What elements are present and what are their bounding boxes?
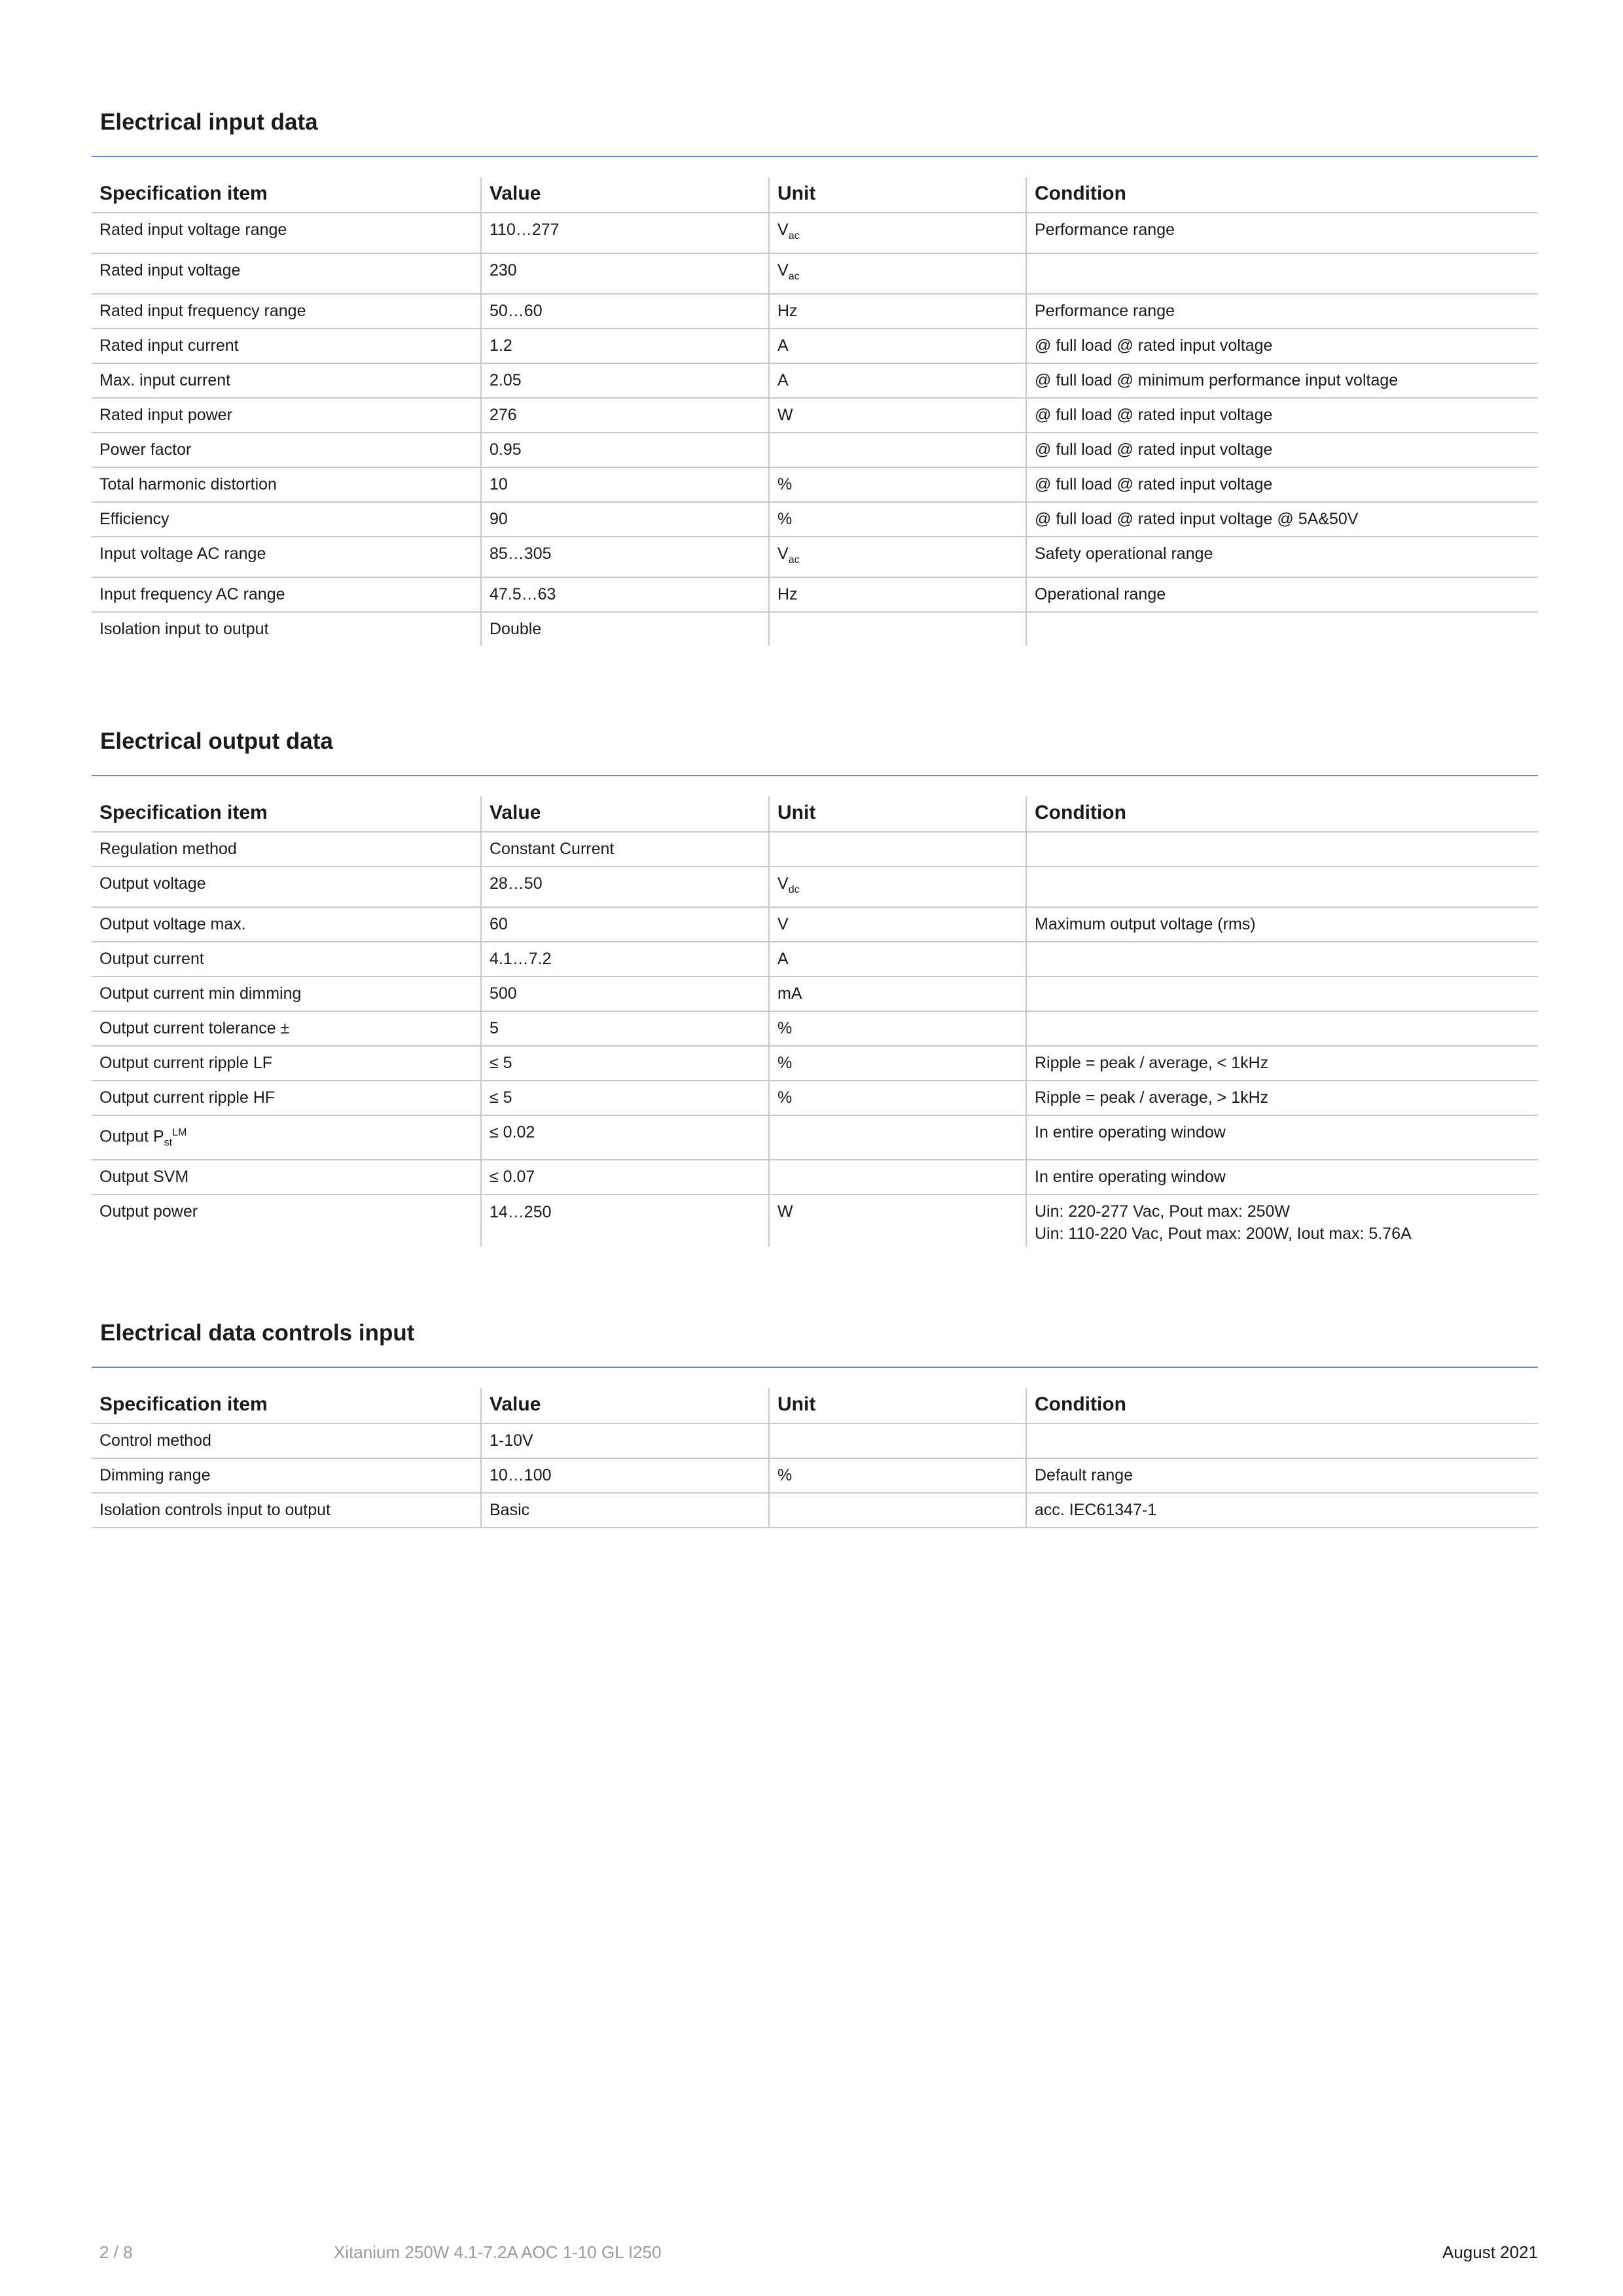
section-divider: [92, 775, 1538, 776]
cell-condition: [1026, 1194, 1538, 1247]
cell-condition: In entire operating window: [1026, 1160, 1538, 1194]
cell-unit: [769, 1115, 1026, 1160]
cell-spec: Output SVM: [92, 1160, 481, 1194]
cell-spec: Efficiency: [92, 502, 481, 537]
cell-value: 47.5…63: [481, 577, 769, 612]
section-title: Electrical output data: [100, 728, 333, 754]
cell-spec: Isolation controls input to output: [92, 1493, 481, 1528]
footer-product-name: Xitanium 250W 4.1-7.2A AOC 1-10 GL I250: [334, 2242, 662, 2262]
table-row: [92, 832, 1538, 867]
cell-unit: A: [769, 329, 1026, 363]
condition-line: Uin: 220-277 Vac, Pout max: 250W: [1035, 1202, 1291, 1221]
spec-table-output: [92, 797, 1538, 1247]
table-body: [92, 213, 1538, 646]
cell-spec: Max. input current: [92, 363, 481, 398]
cell-value: 0.95: [481, 433, 769, 467]
cell-spec: Output voltage max.: [92, 907, 481, 942]
cell-condition: @ full load @ rated input voltage @ 5A&50V: [1026, 502, 1538, 537]
cell-unit: V: [769, 907, 1026, 942]
table-body: [92, 832, 1538, 1247]
cell-value: 5: [481, 1011, 769, 1046]
cell-condition: [1026, 612, 1538, 646]
table-row: [92, 467, 1538, 502]
cell-condition: @ full load @ rated input voltage: [1026, 433, 1538, 467]
table-row: [92, 253, 1538, 294]
cell-value: ≤ 5: [481, 1081, 769, 1115]
cell-spec: Control method: [92, 1424, 481, 1458]
cell-unit: A: [769, 942, 1026, 977]
cell-value: 90: [481, 502, 769, 537]
cell-spec: Power factor: [92, 433, 481, 467]
footer-page-number: 2 / 8: [99, 2242, 133, 2262]
col-header-value: Value: [481, 177, 769, 213]
cell-value: 1-10V: [481, 1424, 769, 1458]
cell-spec: Output power: [99, 1202, 198, 1221]
cell-condition: [1026, 942, 1538, 977]
table-body: [92, 1424, 1538, 1528]
section-electrical-output: [92, 727, 1538, 1247]
cell-spec: Output current tolerance ±: [92, 1011, 481, 1046]
table-row: [92, 942, 1538, 977]
cell-spec: Output current min dimming: [92, 977, 481, 1011]
cell-condition: Maximum output voltage (rms): [1026, 907, 1538, 942]
cell-unit: W: [769, 1194, 1026, 1247]
spec-table-input: [92, 177, 1538, 646]
col-header-spec: Specification item: [92, 177, 481, 213]
cell-condition: Ripple = peak / average, > 1kHz: [1026, 1081, 1538, 1115]
table-row: [92, 1160, 1538, 1194]
cell-spec: Rated input current: [92, 329, 481, 363]
section-title: Electrical input data: [100, 109, 318, 135]
cell-unit: mA: [769, 977, 1026, 1011]
table-row: [92, 612, 1538, 646]
table-header-row: [92, 797, 1538, 832]
cell-unit: %: [769, 502, 1026, 537]
footer-date: August 2021: [1442, 2242, 1538, 2262]
table-row: [92, 1081, 1538, 1115]
col-header-condition: Condition: [1026, 797, 1538, 832]
col-header-condition: Condition: [1026, 1388, 1538, 1424]
table-row: [92, 1115, 1538, 1160]
cell-value: 1.2: [481, 329, 769, 363]
spec-table-controls: [92, 1388, 1538, 1528]
cell-condition: Default range: [1026, 1458, 1538, 1493]
table-row: [92, 363, 1538, 398]
table-row: [92, 398, 1538, 433]
cell-value: Double: [481, 612, 769, 646]
cell-value: ≤ 5: [481, 1046, 769, 1081]
cell-spec: Rated input frequency range: [92, 294, 481, 329]
cell-condition: @ full load @ rated input voltage: [1026, 467, 1538, 502]
cell-spec: Total harmonic distortion: [92, 467, 481, 502]
cell-unit: %: [769, 1458, 1026, 1493]
section-divider: [92, 1367, 1538, 1368]
cell-spec: Output $P_{st}^{LM}$: [92, 1115, 481, 1160]
cell-value: 10: [481, 467, 769, 502]
cell-value: ≤ 0.02: [481, 1115, 769, 1160]
cell-value: 500: [481, 977, 769, 1011]
cell-spec: Output voltage: [92, 867, 481, 907]
col-header-spec: Specification item: [92, 1388, 481, 1424]
table-row: [92, 1011, 1538, 1046]
table-header-row: [92, 177, 1538, 213]
section-electrical-input: [92, 108, 1538, 646]
cell-value: 14…250: [481, 1194, 769, 1247]
table-row: [92, 329, 1538, 363]
table-row: [92, 1493, 1538, 1528]
cell-unit: [769, 832, 1026, 867]
cell-spec: Rated input voltage: [92, 253, 481, 294]
table-row: [92, 1046, 1538, 1081]
table-row: [92, 502, 1538, 537]
table-row: [92, 294, 1538, 329]
cell-spec: Input frequency AC range: [92, 577, 481, 612]
cell-value: 276: [481, 398, 769, 433]
table-header-row: [92, 1388, 1538, 1424]
cell-value: ≤ 0.07: [481, 1160, 769, 1194]
cell-value: Basic: [481, 1493, 769, 1528]
cell-unit: %: [769, 1046, 1026, 1081]
col-header-value: Value: [481, 797, 769, 832]
cell-condition: In entire operating window: [1026, 1115, 1538, 1160]
table-row: [92, 867, 1538, 907]
cell-unit: %: [769, 467, 1026, 502]
cell-condition: [1026, 1011, 1538, 1046]
cell-value: 28…50: [481, 867, 769, 907]
cell-condition: @ full load @ rated input voltage: [1026, 398, 1538, 433]
cell-unit: $V_{ac}$: [769, 537, 1026, 577]
cell-spec: Dimming range: [92, 1458, 481, 1493]
cell-value: 50…60: [481, 294, 769, 329]
cell-condition: [1026, 867, 1538, 907]
cell-value: 60: [481, 907, 769, 942]
cell-condition: @ full load @ minimum performance input voltage: [1026, 363, 1538, 398]
cell-spec: Rated input power: [92, 398, 481, 433]
cell-condition: @ full load @ rated input voltage: [1026, 329, 1538, 363]
cell-value: Constant Current: [481, 832, 769, 867]
cell-unit: A: [769, 363, 1026, 398]
cell-spec: Input voltage AC range: [92, 537, 481, 577]
col-header-value: Value: [481, 1388, 769, 1424]
cell-spec: Rated input voltage range: [92, 213, 481, 253]
section-divider: [92, 156, 1538, 157]
col-header-unit: Unit: [769, 797, 1026, 832]
cell-unit: [769, 612, 1026, 646]
cell-unit: [769, 1160, 1026, 1194]
cell-unit: %: [769, 1081, 1026, 1115]
cell-unit: $V_{ac}$: [769, 253, 1026, 294]
cell-spec: Isolation input to output: [99, 620, 269, 638]
cell-unit: Hz: [769, 577, 1026, 612]
cell-condition: Performance range: [1026, 213, 1538, 253]
cell-spec: Output current ripple HF: [92, 1081, 481, 1115]
cell-condition: Ripple = peak / average, < 1kHz: [1026, 1046, 1538, 1081]
col-header-unit: Unit: [769, 1388, 1026, 1424]
cell-unit: W: [769, 398, 1026, 433]
cell-condition: Safety operational range: [1026, 537, 1538, 577]
cell-condition: Operational range: [1026, 577, 1538, 612]
cell-unit: Hz: [769, 294, 1026, 329]
cell-condition: [1026, 832, 1538, 867]
cell-value: 2.05: [481, 363, 769, 398]
table-row: [92, 1458, 1538, 1493]
table-row: [92, 537, 1538, 577]
table-row: [92, 1194, 1538, 1247]
col-header-unit: Unit: [769, 177, 1026, 213]
section-electrical-controls: [92, 1319, 1538, 1528]
cell-spec: Output current: [92, 942, 481, 977]
cell-condition: [1026, 1424, 1538, 1458]
table-row: [92, 1424, 1538, 1458]
cell-spec: Regulation method: [92, 832, 481, 867]
col-header-condition: Condition: [1026, 177, 1538, 213]
cell-spec: Output current ripple LF: [92, 1046, 481, 1081]
cell-condition: Performance range: [1026, 294, 1538, 329]
col-header-spec: Specification item: [92, 797, 481, 832]
cell-unit: [769, 433, 1026, 467]
cell-value: 85…305: [481, 537, 769, 577]
table-row: [92, 433, 1538, 467]
table-row: [92, 907, 1538, 942]
cell-condition: [1026, 253, 1538, 294]
cell-value: 230: [481, 253, 769, 294]
cell-unit: $V_{dc}$: [769, 867, 1026, 907]
cell-condition: [1026, 977, 1538, 1011]
cell-unit: [769, 1493, 1026, 1528]
table-row: [92, 577, 1538, 612]
cell-condition: acc. IEC61347-1: [1026, 1493, 1538, 1528]
condition-line: Uin: 110-220 Vac, Pout max: 200W, Iout max: 5.76A: [1035, 1225, 1412, 1244]
cell-unit: [769, 1424, 1026, 1458]
table-row: [92, 213, 1538, 253]
cell-unit: %: [769, 1011, 1026, 1046]
cell-value: 10…100: [481, 1458, 769, 1493]
section-title: Electrical data controls input: [100, 1320, 415, 1346]
cell-value: 110…277: [481, 213, 769, 253]
cell-value: 4.1…7.2: [481, 942, 769, 977]
table-row: [92, 977, 1538, 1011]
cell-unit: $V_{ac}$: [769, 213, 1026, 253]
